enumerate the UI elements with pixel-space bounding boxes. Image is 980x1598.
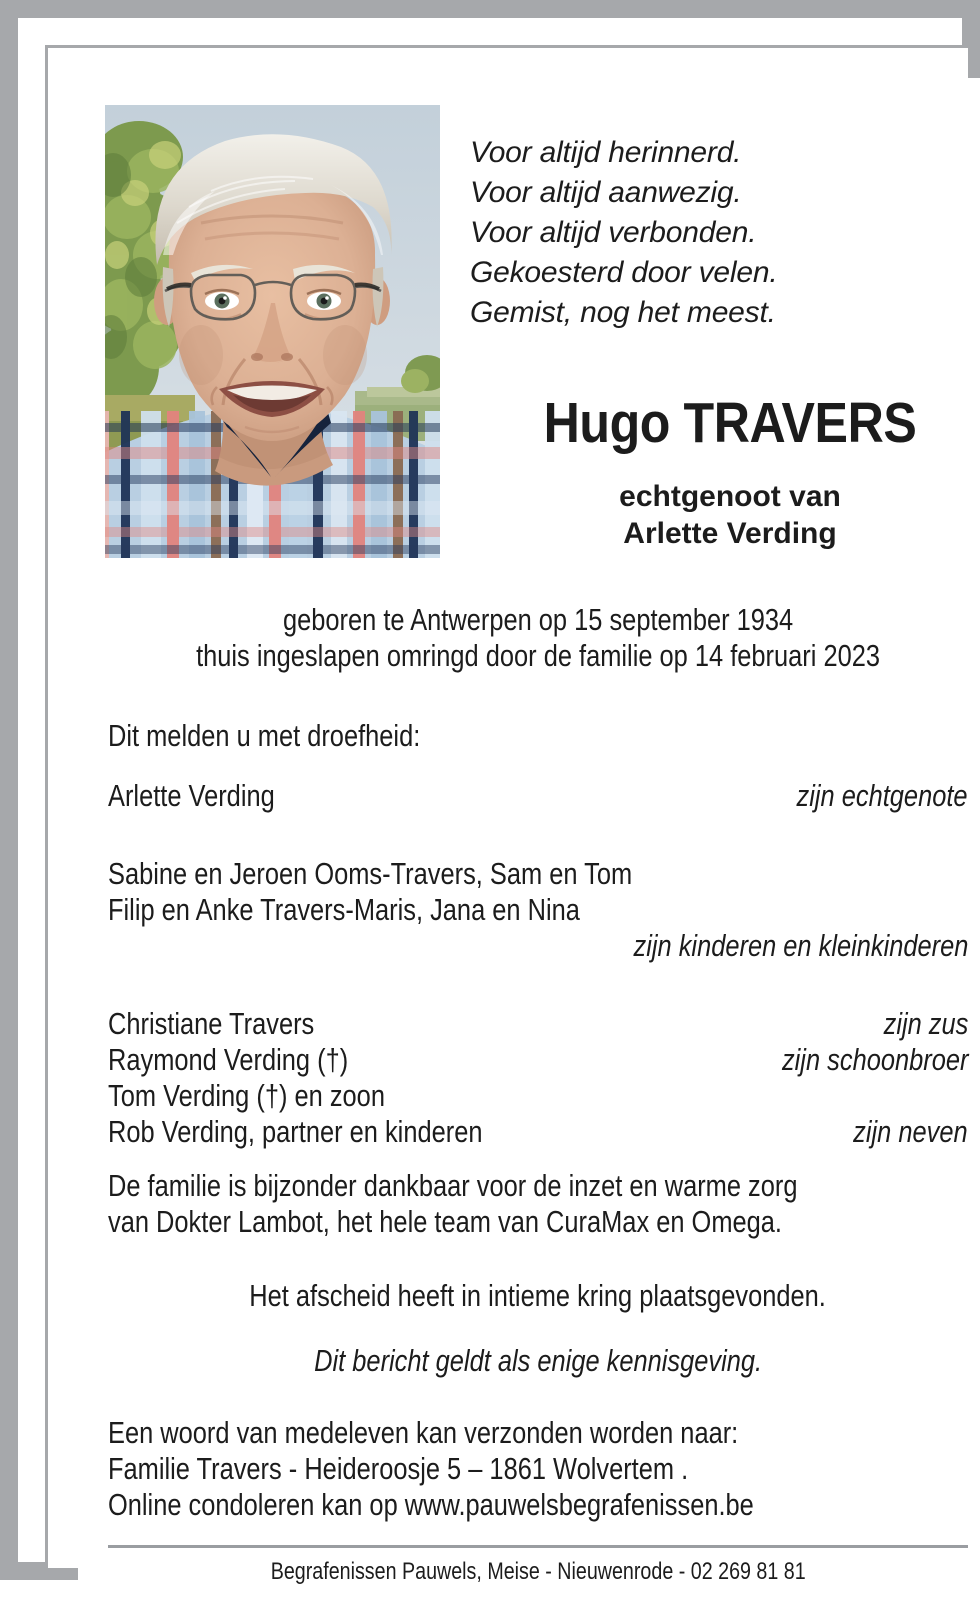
memorial-poem [470, 133, 980, 333]
family-relatives-block [108, 1006, 968, 1150]
family-member-relation: zijn zus [883, 1006, 968, 1041]
family-member-name: Filip en Anke Travers-Maris, Jana en Nina [108, 892, 580, 927]
poem-line: Voor altijd verbonden. [470, 216, 757, 249]
thanks-line: van Dokter Lambot, het hele team van CuraMax en Omega. [108, 1204, 782, 1239]
family-member-name: Arlette Verding [108, 778, 275, 813]
family-member-relation: zijn schoonbroer [781, 1042, 968, 1077]
condolences-website: Online condoleren kan op www.pauwelsbegrafenissen.be [108, 1487, 754, 1522]
inner-border-line [45, 45, 971, 1585]
thanks-block [108, 1168, 968, 1240]
portrait-photo [105, 105, 440, 558]
family-member-relation: zijn kinderen en kleinkinderen [633, 928, 968, 963]
funeral-home-info: Begrafenissen Pauwels, Meise - Nieuwenrode - 02 269 81 81 [270, 1558, 806, 1585]
condolences-line: Familie Travers - Heideroosje 5 – 1861 Wolvertem . [108, 1451, 689, 1486]
family-member-relation: zijn neven [853, 1114, 968, 1149]
family-member-name: Rob Verding, partner en kinderen [108, 1114, 483, 1149]
family-member-name: Raymond Verding (†) [108, 1042, 349, 1077]
relation-label: echtgenoot van [619, 480, 841, 513]
family-children-block [108, 856, 968, 964]
farewell-notice: Dit bericht geldt als enige kennisgeving. [314, 1343, 762, 1378]
family-member-relation: zijn echtgenote [796, 778, 968, 813]
family-member-name: Christiane Travers [108, 1006, 315, 1041]
announcement-intro: Dit melden u met droefheid: [108, 718, 421, 753]
memorial-card [78, 78, 980, 1598]
announcement-intro-block [108, 718, 968, 754]
birth-date: geboren te Antwerpen op 15 september 1934 [282, 602, 794, 637]
life-dates [108, 599, 968, 671]
condolences-line: Een woord van medeleven kan verzonden worden naar: [108, 1415, 739, 1450]
death-date: thuis ingeslapen omringd door de familie op 14 februari 2023 [196, 638, 880, 673]
deceased-name: Hugo TRAVERS [543, 391, 917, 455]
poem-line: Gekoesterd door velen. [470, 256, 778, 289]
farewell-notice-block [108, 1343, 968, 1379]
funeral-home-footer [108, 1557, 968, 1593]
farewell-block [108, 1278, 968, 1314]
poem-line: Voor altijd aanwezig. [470, 176, 742, 209]
thanks-line: De familie is bijzonder dankbaar voor de inzet en warme zorg [108, 1168, 798, 1203]
spouse-relation-block [470, 478, 980, 552]
white-gap-frame [18, 18, 968, 1585]
condolences-block [108, 1415, 968, 1523]
poem-line: Voor altijd herinnerd. [470, 136, 742, 169]
family-spouse-row [108, 778, 968, 814]
family-member-name: Sabine en Jeroen Ooms-Travers, Sam en Tom [108, 856, 633, 891]
spouse-name: Arlette Verding [623, 517, 837, 550]
poem-line: Gemist, nog het meest. [470, 296, 776, 329]
footer-divider [108, 1545, 968, 1548]
family-member-name: Tom Verding (†) en zoon [108, 1078, 385, 1113]
farewell-text: Het afscheid heeft in intieme kring plaatsgevonden. [249, 1278, 827, 1313]
